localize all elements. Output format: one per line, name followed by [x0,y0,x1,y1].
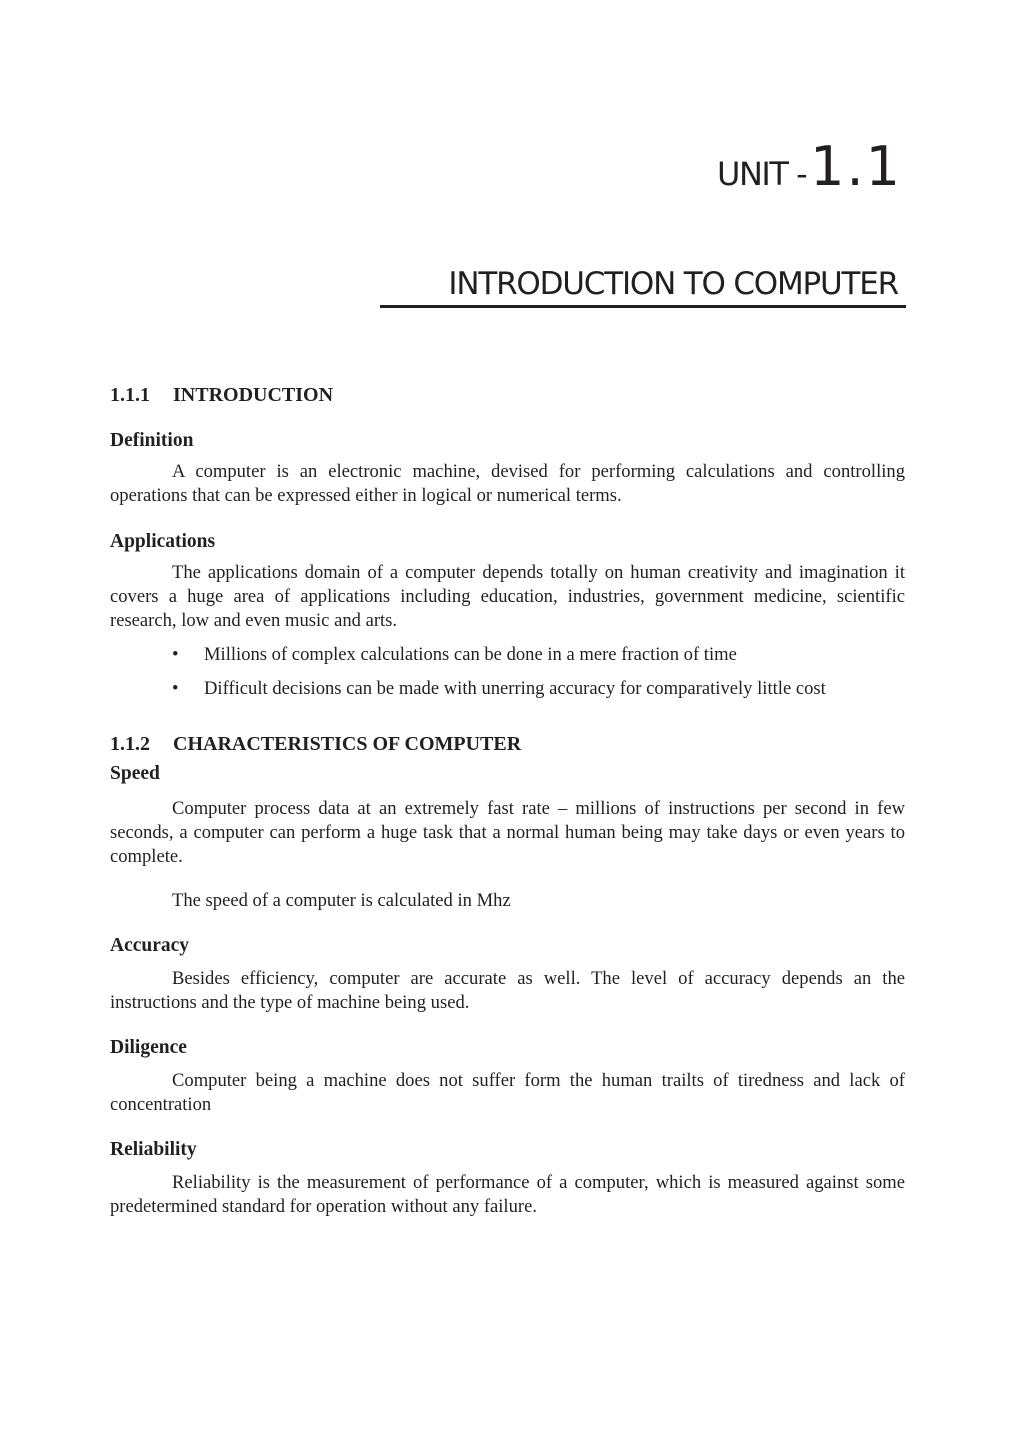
applications-paragraph: The applications domain of a computer depends totally on human creativity and imagination it covers a huge area of applications including education, industries, government medicine, scientific research, low and even music and arts. [110,562,905,631]
unit-label: UNIT - [717,155,807,193]
subheading-diligence: Diligence [110,1037,187,1058]
chapter-title: INTRODUCTION TO COMPUTER [448,266,898,302]
subheading-applications: Applications [110,531,216,552]
section-number: 1.1.1 [110,384,150,406]
unit-number [717,135,902,198]
section-heading [110,729,905,759]
subheading-reliability: Reliability [110,1139,197,1160]
applications-bullet-list [110,643,905,701]
subheading-speed: Speed [110,763,160,784]
reliability-paragraph: Reliability is the measurement of performance of a computer, which is measured against some predetermined standard for operation without any failure. [110,1172,905,1217]
subheading-definition: Definition [110,430,194,451]
definition-paragraph: A computer is an electronic machine, devised for performing calculations and controlling operations that can be expressed either in logical or numerical terms. [110,461,905,506]
bullet-icon: • [172,678,179,699]
speed-note-paragraph: The speed of a computer is calculated in Mhz [172,890,511,911]
bullet-text: Difficult decisions can be made with unerring accuracy for comparatively little cost [204,678,826,699]
title-underline [380,305,906,308]
subheading-accuracy: Accuracy [110,935,190,956]
section-title: INTRODUCTION [173,384,334,406]
list-item [110,677,905,701]
bullet-icon: • [172,644,179,665]
diligence-paragraph: Computer being a machine does not suffer form the human trailts of tiredness and lack of concentration [110,1070,905,1115]
main-content [110,380,905,1219]
section-title: CHARACTERISTICS OF COMPUTER [173,733,522,755]
accuracy-paragraph: Besides efficiency, computer are accurate as well. The level of accuracy depends an the instructions and the type of machine being used. [110,968,905,1013]
list-item [110,643,905,667]
section-number: 1.1.2 [110,733,150,755]
bullet-text: Millions of complex calculations can be done in a mere fraction of time [204,644,737,665]
unit-value: 1.1 [810,135,902,198]
speed-paragraph: Computer process data at an extremely fast rate – millions of instructions per second in few seconds, a computer can perform a huge task that a normal human being may take days or even years to complete. [110,798,905,867]
section-heading [110,380,905,410]
